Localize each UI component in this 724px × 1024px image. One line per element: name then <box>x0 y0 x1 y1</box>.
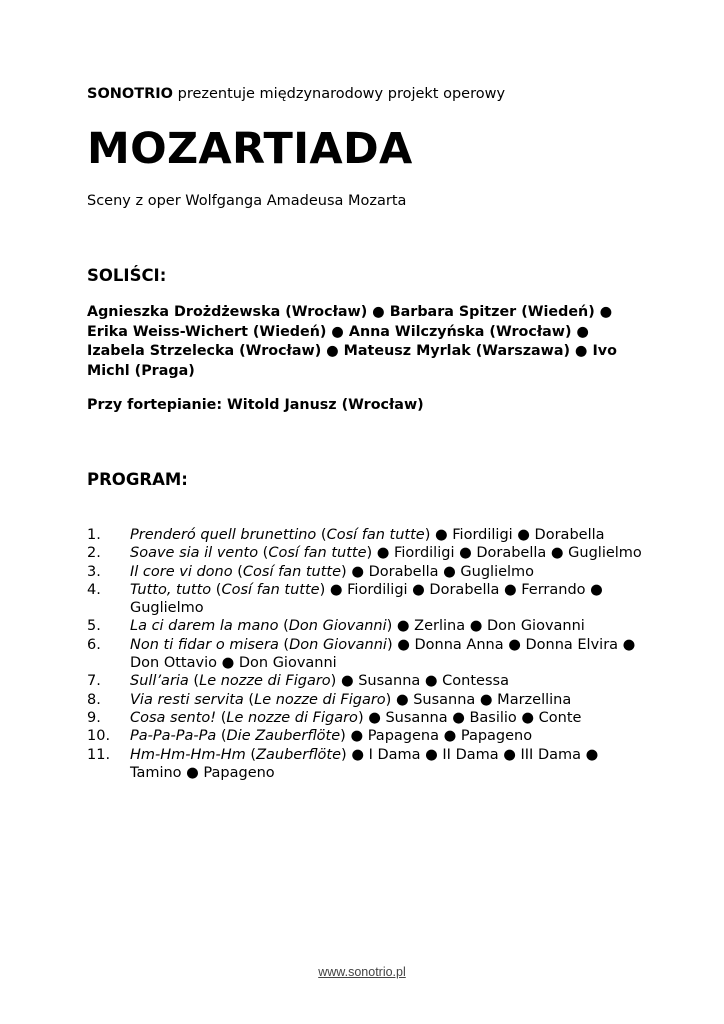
paren-open: ( <box>316 527 327 543</box>
aria-title: Prenderó quell brunettino <box>130 527 317 543</box>
aria-title: Non ti fidar o misera <box>130 636 279 653</box>
opera-title: Don Giovanni <box>288 618 387 635</box>
item-number: 3. <box>87 563 101 580</box>
item-number: 5. <box>87 618 101 635</box>
intro-line <box>87 86 505 102</box>
item-number: 1. <box>87 527 101 543</box>
opera-title: Cosí fan tutte <box>242 563 342 580</box>
paren-open: ( <box>278 618 289 635</box>
program-item <box>87 617 647 635</box>
aria-title: Sull’aria <box>130 673 189 690</box>
soloists-heading: SOLIŚCI: <box>87 266 167 285</box>
opera-title: Die Zauberflöte <box>226 728 341 745</box>
paren-close: ) <box>319 581 326 598</box>
roles: ● Papagena ● Papageno <box>345 728 533 745</box>
opera-title: Cosí fan tutte <box>326 527 425 543</box>
website-link[interactable]: www.sonotrio.pl <box>318 965 406 979</box>
program-item <box>87 691 647 709</box>
program-item <box>87 727 647 745</box>
paren-open: ( <box>232 563 243 580</box>
program-item <box>87 544 647 562</box>
program-heading: PROGRAM: <box>87 470 188 489</box>
paren-open: ( <box>243 691 255 708</box>
item-number: 2. <box>87 545 101 562</box>
roles: ● Donna Anna ● Donna Elvira ● Don Ottavio ● Don Giovanni <box>130 636 636 672</box>
roles: ● Susanna ● Marzellina <box>391 691 572 708</box>
item-number: 11. <box>87 746 111 763</box>
pianist-line: Przy fortepianie: Witold Janusz (Wrocław) <box>87 397 424 413</box>
item-number: 8. <box>87 691 101 708</box>
paren-close: ) <box>424 527 431 543</box>
program-item <box>87 746 647 783</box>
aria-title: La ci darem la mano <box>130 618 279 635</box>
program-list <box>87 526 647 782</box>
paren-open: ( <box>216 709 227 726</box>
aria-title: Pa-Pa-Pa-Pa <box>130 728 217 745</box>
item-number: 6. <box>87 636 101 653</box>
program-item <box>87 636 647 673</box>
paren-open: ( <box>278 636 290 653</box>
opera-title: Cosí fan tutte <box>268 545 367 562</box>
aria-title: Soave sia il vento <box>130 545 259 562</box>
program-item <box>87 709 647 727</box>
aria-title: Cosa sento! <box>130 709 217 726</box>
paren-close: ) <box>386 636 393 653</box>
item-number: 9. <box>87 709 101 726</box>
paren-open: ( <box>245 746 257 763</box>
paren-close: ) <box>385 691 392 708</box>
intro-text: prezentuje międzynarodowy projekt operowy <box>177 86 506 102</box>
paren-open: ( <box>188 673 200 690</box>
aria-title: Il core vi dono <box>130 563 233 580</box>
roles: ● Susanna ● Contessa <box>336 673 509 690</box>
opera-title: Zauberflöte <box>256 746 342 763</box>
roles: ● Fiordiligi ● Dorabella ● Ferrando ● Guglielmo <box>130 581 603 617</box>
paren-close: ) <box>386 618 393 635</box>
item-number: 10. <box>87 728 111 745</box>
program-item <box>87 563 647 581</box>
aria-title: Hm-Hm-Hm-Hm <box>130 746 246 763</box>
subtitle: Sceny z oper Wolfganga Amadeusa Mozarta <box>87 193 407 209</box>
paren-open: ( <box>216 728 227 745</box>
aria-title: Via resti servita <box>130 691 244 708</box>
footer <box>0 965 724 979</box>
paren-close: ) <box>330 673 337 690</box>
paren-close: ) <box>341 746 347 763</box>
program-item <box>87 526 647 544</box>
soloists-list: Agnieszka Drożdżewska (Wrocław) ● Barbara Spitzer (Wiedeń) ● Erika Weiss-Wichert (Wiedeń) ● Anna Wilczyńska (Wrocław) ● Izabela Strzelecka (Wrocław) ● Mateusz Myrlak (Warszawa) ● Ivo Michl (Praga) <box>87 304 617 379</box>
paren-open: ( <box>258 545 269 562</box>
aria-title: Tutto, tutto <box>130 581 212 598</box>
item-number: 4. <box>87 581 101 598</box>
paren-close: ) <box>357 709 364 726</box>
paren-close: ) <box>366 545 373 562</box>
roles: ● Susanna ● Basilio ● Conte <box>363 709 582 726</box>
paren-close: ) <box>341 563 347 580</box>
opera-title: Don Giovanni <box>289 636 387 653</box>
roles: ● Zerlina ● Don Giovanni <box>392 618 585 635</box>
opera-title: Cosí fan tutte <box>221 581 320 598</box>
roles: ● Fiordiligi ● Dorabella ● Guglielmo <box>372 545 642 562</box>
paren-close: ) <box>340 728 346 745</box>
opera-title: Le nozze di Figaro <box>226 709 358 726</box>
roles: ● Fiordiligi ● Dorabella <box>430 527 605 543</box>
page-title: MOZARTIADA <box>87 124 413 174</box>
roles: ● I Dama ● II Dama ● III Dama ● Tamino ● Papageno <box>130 746 599 781</box>
brand-name: SONOTRIO <box>87 86 174 102</box>
roles: ● Dorabella ● Guglielmo <box>346 563 535 580</box>
program-item <box>87 581 647 618</box>
paren-open: ( <box>211 581 222 598</box>
item-number: 7. <box>87 673 101 690</box>
opera-title: Le nozze di Figaro <box>199 673 331 690</box>
opera-title: Le nozze di Figaro <box>254 691 386 708</box>
program-item <box>87 672 647 690</box>
